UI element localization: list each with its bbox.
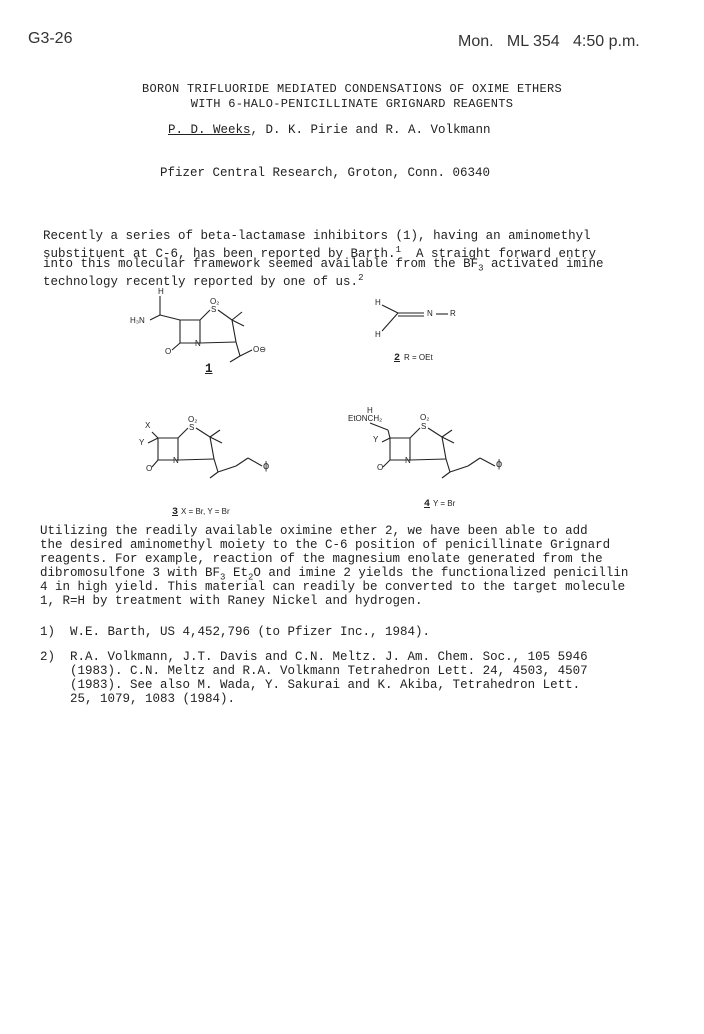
para1-line-1: Recently a series of beta-lactamase inhibitors (1), having an aminomethyl [43, 229, 591, 243]
ref-2-num: 2) [40, 650, 56, 664]
s4-s: S [421, 422, 427, 431]
para2-line-4-tail: O and imine 2 yields the functionalized penicillin [253, 566, 629, 580]
s1-label: 1 [205, 362, 213, 376]
s3-label: 3 [172, 507, 179, 518]
s4-label: 4 [424, 499, 431, 510]
abstract-code: G3-26 [28, 30, 73, 47]
s4-y: Y [373, 435, 379, 444]
s3-o2: O₂ [188, 415, 198, 424]
s4-caption: Y = Br [433, 499, 456, 508]
para1-line-2-text: substituent at C-6, has been reported by Barth. [43, 247, 396, 262]
para2-line-1: Utilizing the readily available oximine ether 2, we have been able to add [40, 524, 588, 538]
s2-label: 2 [394, 353, 401, 364]
ref-1-num: 1) [40, 625, 56, 639]
s3-phi: ϕ [263, 460, 270, 472]
affiliation: Pfizer Central Research, Groton, Conn. 06340 [160, 166, 491, 180]
para1-line-3-text: into this molecular framework seemed available from the BF [43, 257, 479, 271]
bf3-subscript-2: 3 [220, 572, 226, 583]
s2-r: R [450, 309, 456, 318]
s4-o: O [377, 463, 384, 472]
s2-h2: H [375, 330, 381, 339]
ref-2-line-4: 25, 1079, 1083 (1984). [70, 692, 236, 706]
para2-line-4-et: Et [225, 566, 248, 580]
ref-sup-1: 1 [395, 245, 401, 255]
s3-caption: X = Br, Y = Br [181, 507, 230, 516]
s4-etonch2: EtONCH₂ [348, 414, 383, 423]
et2-subscript: 2 [247, 572, 254, 583]
s1-o2: O₂ [210, 297, 220, 306]
s1-coo: O⊖ [253, 345, 266, 354]
ref-2-line-2: (1983). C.N. Meltz and R.A. Volkmann Tetrahedron Lett. 24, 4503, 4507 [70, 664, 588, 678]
title-line-1: BORON TRIFLUORIDE MEDIATED CONDENSATIONS OF OXIME ETHERS [141, 82, 563, 96]
s1-o: O [165, 347, 172, 356]
para1-line-3-tail: activated imine [483, 257, 604, 271]
para2-line-3: reagents. For example, reaction of the magnesium enolate generated from the [40, 552, 603, 566]
bf3-subscript: 3 [478, 263, 484, 274]
s1-nh3: H₃N [130, 316, 145, 325]
ref-1-text: W.E. Barth, US 4,452,796 (to Pfizer Inc., 1984). [70, 625, 431, 639]
s4-n: N [405, 456, 411, 465]
s2-caption: R = OEt [404, 353, 433, 362]
s4-h: H [367, 406, 373, 415]
para1-line-2-tail: A straight forward entry [400, 247, 597, 262]
presenting-author: P. D. Weeks [168, 123, 251, 137]
para1-line-4-text: technology recently reported by one of us. [43, 275, 359, 290]
s3-s: S [189, 423, 195, 432]
para2-line-6: 1, R=H by treatment with Raney Nickel and hydrogen. [40, 594, 423, 608]
session-info: Mon. ML 354 4:50 p.m. [458, 33, 640, 50]
ref-sup-2: 2 [358, 273, 364, 283]
para2-line-5: 4 in high yield. This material can readily be converted to the target molecule [40, 580, 626, 594]
title-line-2: WITH 6-HALO-PENICILLINATE GRIGNARD REAGENTS [190, 97, 514, 111]
s3-o: O [146, 464, 153, 473]
s4-o2: O₂ [420, 413, 430, 422]
s1-n: N [195, 339, 201, 348]
s1-s: S [211, 305, 217, 314]
ref-2-line-1: R.A. Volkmann, J.T. Davis and C.N. Meltz. J. Am. Chem. Soc., 105 5946 [70, 650, 588, 664]
other-authors: , D. K. Pirie and R. A. Volkmann [250, 123, 491, 137]
s2-h1: H [375, 298, 381, 307]
para2-line-4-text: dibromosulfone 3 with BF [40, 566, 221, 580]
s3-x: X [145, 421, 151, 430]
s2-n: N [427, 309, 433, 318]
ref-2-line-3: (1983). See also M. Wada, Y. Sakurai and K. Akiba, Tetrahedron Lett. [70, 678, 581, 692]
s3-n: N [173, 456, 179, 465]
s4-phi: ϕ [496, 458, 503, 470]
para2-line-2: the desired aminomethyl moiety to the C-6 position of penicillinate Grignard [40, 538, 611, 552]
s3-y: Y [139, 438, 145, 447]
s1-h: H [158, 287, 164, 296]
